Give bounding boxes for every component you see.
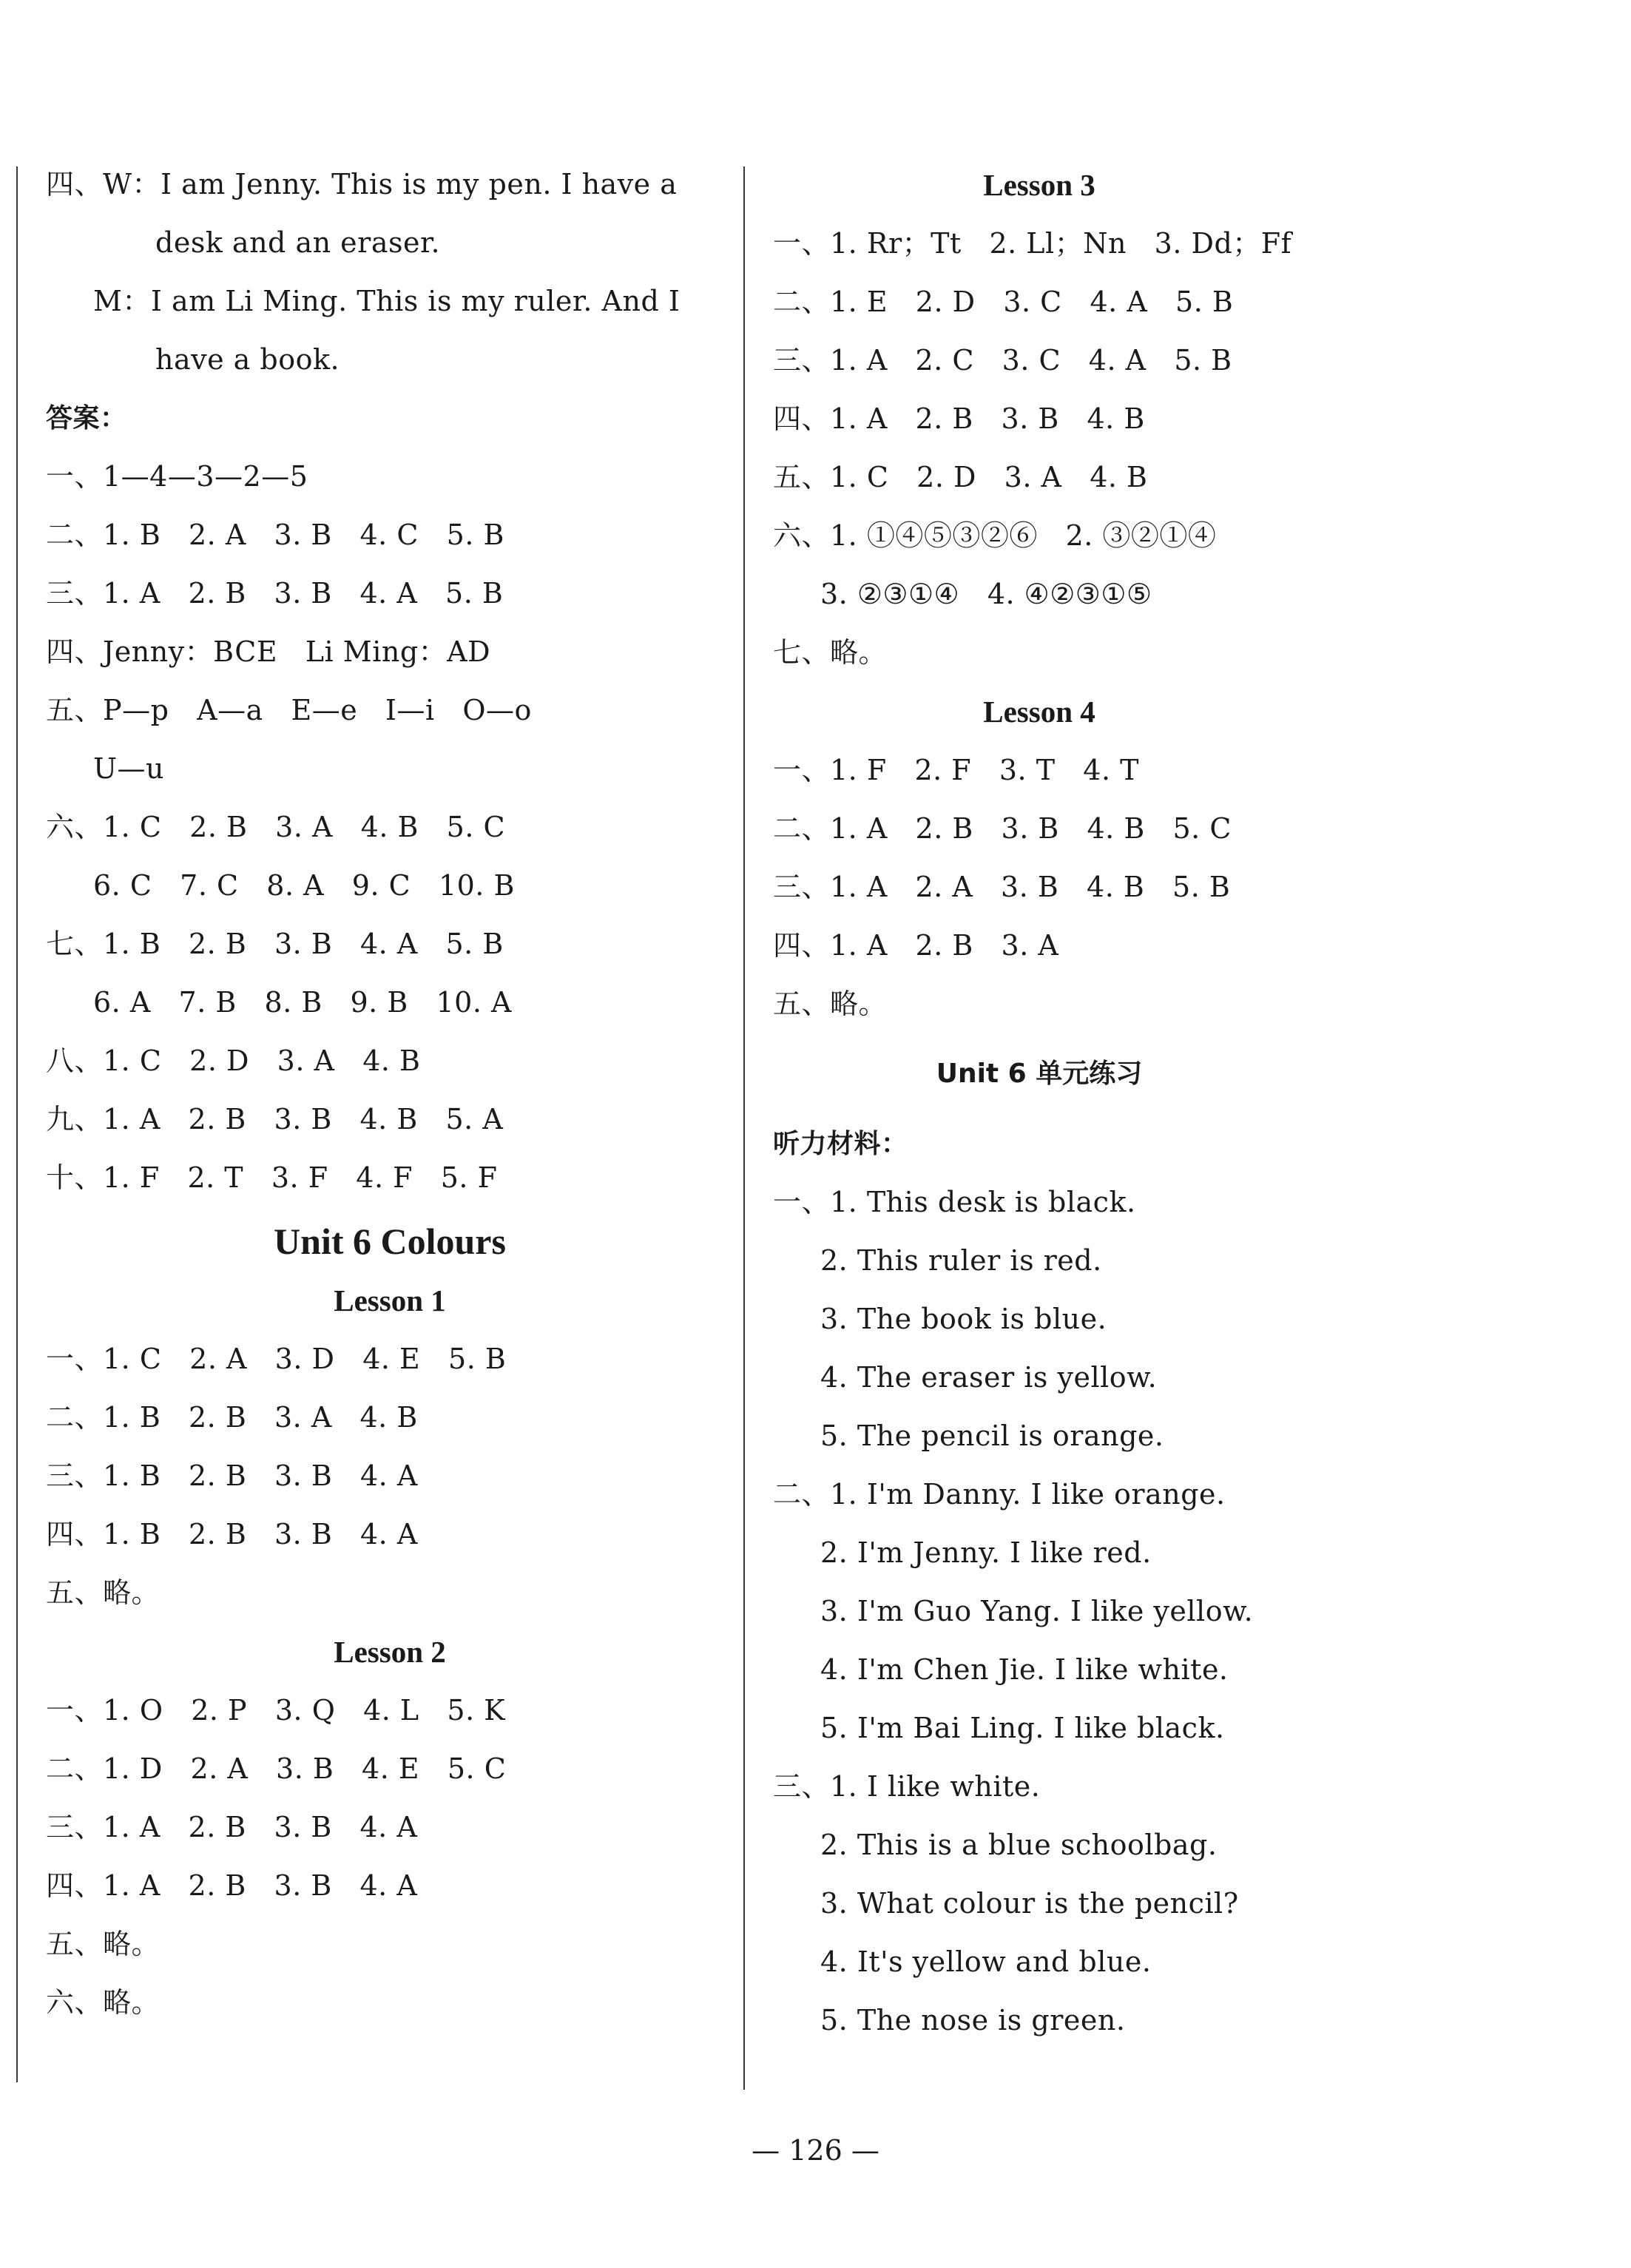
answer-line: U—u [93,752,164,785]
left-margin-rule [16,166,18,2082]
unit-title: Unit 6 Colours [274,1221,506,1262]
answer-line: 2. This is a blue schoolbag. [820,1829,1218,1861]
answer-line: 五、略。 [46,1928,161,1960]
answer-line: 一、1. C 2. A 3. D 4. E 5. B [46,1343,507,1375]
answer-line: 六、1. ①④⑤③②⑥ 2. ③②①④ [773,519,1217,552]
answer-line: 2. This ruler is red. [820,1244,1102,1277]
answer-line: 五、1. C 2. D 3. A 4. B [773,461,1148,493]
answer-line: 四、W：I am Jenny. This is my pen. I have a [46,168,678,200]
unit-practice-heading: Unit 6 单元练习 [936,1059,1143,1089]
answer-line: 三、1. A 2. C 3. C 4. A 5. B [773,344,1232,377]
answer-line: 八、1. C 2. D 3. A 4. B [46,1044,421,1077]
page-number: — 126 — [752,2134,879,2167]
answer-line: 一、1. This desk is black. [773,1186,1136,1218]
answer-line: 五、略。 [773,988,888,1020]
answer-line: 六、1. C 2. B 3. A 4. B 5. C [46,811,506,843]
answer-line: 九、1. A 2. B 3. B 4. B 5. A [46,1103,504,1135]
column-divider [743,166,745,2090]
answer-line: 一、1. O 2. P 3. Q 4. L 5. K [46,1694,506,1727]
answer-line: 4. It's yellow and blue. [820,1945,1152,1978]
answer-line: 6. A 7. B 8. B 9. B 10. A [93,986,512,1019]
answer-line: 一、1—4—3—2—5 [46,460,308,493]
answer-line: 5. The pencil is orange. [820,1420,1164,1452]
right-column [773,155,1306,2050]
answer-line: 六、略。 [46,1986,161,2019]
answer-line: 五、略。 [46,1576,161,1609]
answer-line: 6. C 7. C 8. A 9. C 10. B [93,869,515,902]
answer-line: 二、1. I'm Danny. I like orange. [773,1478,1226,1511]
answer-line: 三、1. A 2. B 3. B 4. A [46,1811,418,1843]
answer-line: 三、1. A 2. B 3. B 4. A 5. B [46,577,504,610]
answer-line: 一、1. F 2. F 3. T 4. T [773,754,1139,786]
answer-line: 5. The nose is green. [820,2004,1126,2036]
answer-line: 三、1. B 2. B 3. B 4. A [46,1459,418,1492]
answer-line: 七、略。 [773,636,888,669]
left-column [46,155,734,2032]
answer-line: 三、1. A 2. A 3. B 4. B 5. B [773,871,1231,903]
answer-line: 四、1. B 2. B 3. B 4. A [46,1518,418,1550]
answer-line: 二、1. B 2. B 3. A 4. B [46,1401,418,1434]
answer-line: 4. I'm Chen Jie. I like white. [820,1653,1229,1686]
answer-line: 二、1. B 2. A 3. B 4. C 5. B [46,519,504,551]
lesson-heading: Lesson 3 [983,168,1095,202]
answer-line: 4. The eraser is yellow. [820,1361,1158,1394]
answer-line: 二、1. E 2. D 3. C 4. A 5. B [773,286,1234,318]
answer-line: 3. The book is blue. [820,1303,1107,1335]
section-label: 答案： [46,403,127,433]
answer-line: desk and an eraser. [155,226,441,259]
lesson-heading: Lesson 1 [334,1283,446,1317]
answer-line: 3. I'm Guo Yang. I like yellow. [820,1595,1254,1627]
answer-line: 二、1. D 2. A 3. B 4. E 5. C [46,1752,507,1785]
answer-line: 四、Jenny：BCE Li Ming：AD [46,635,491,668]
answer-line: 四、1. A 2. B 3. A [773,929,1059,962]
answer-line: 2. I'm Jenny. I like red. [820,1536,1152,1569]
answer-line: 四、1. A 2. B 3. B 4. A [46,1869,418,1902]
answer-line: 五、P—p A—a E—e I—i O—o [46,694,532,726]
section-label: 听力材料： [773,1129,908,1159]
answer-line: 一、1. Rr；Tt 2. Ll；Nn 3. Dd；Ff [773,227,1292,260]
answer-line: 二、1. A 2. B 3. B 4. B 5. C [773,812,1232,845]
answer-line: 四、1. A 2. B 3. B 4. B [773,402,1145,435]
answer-line: 5. I'm Bai Ling. I like black. [820,1712,1225,1744]
answer-line: 3. ②③①④ 4. ④②③①⑤ [820,578,1152,610]
answer-line: 七、1. B 2. B 3. B 4. A 5. B [46,928,504,960]
lesson-heading: Lesson 4 [983,695,1095,729]
answer-line: 十、1. F 2. T 3. F 4. F 5. F [46,1161,498,1194]
answer-line: 三、1. I like white. [773,1770,1041,1803]
lesson-heading: Lesson 2 [334,1635,446,1669]
answer-line: have a book. [155,343,340,376]
answer-line: 3. What colour is the pencil? [820,1887,1239,1920]
answer-line: M：I am Li Ming. This is my ruler. And I [93,285,681,317]
